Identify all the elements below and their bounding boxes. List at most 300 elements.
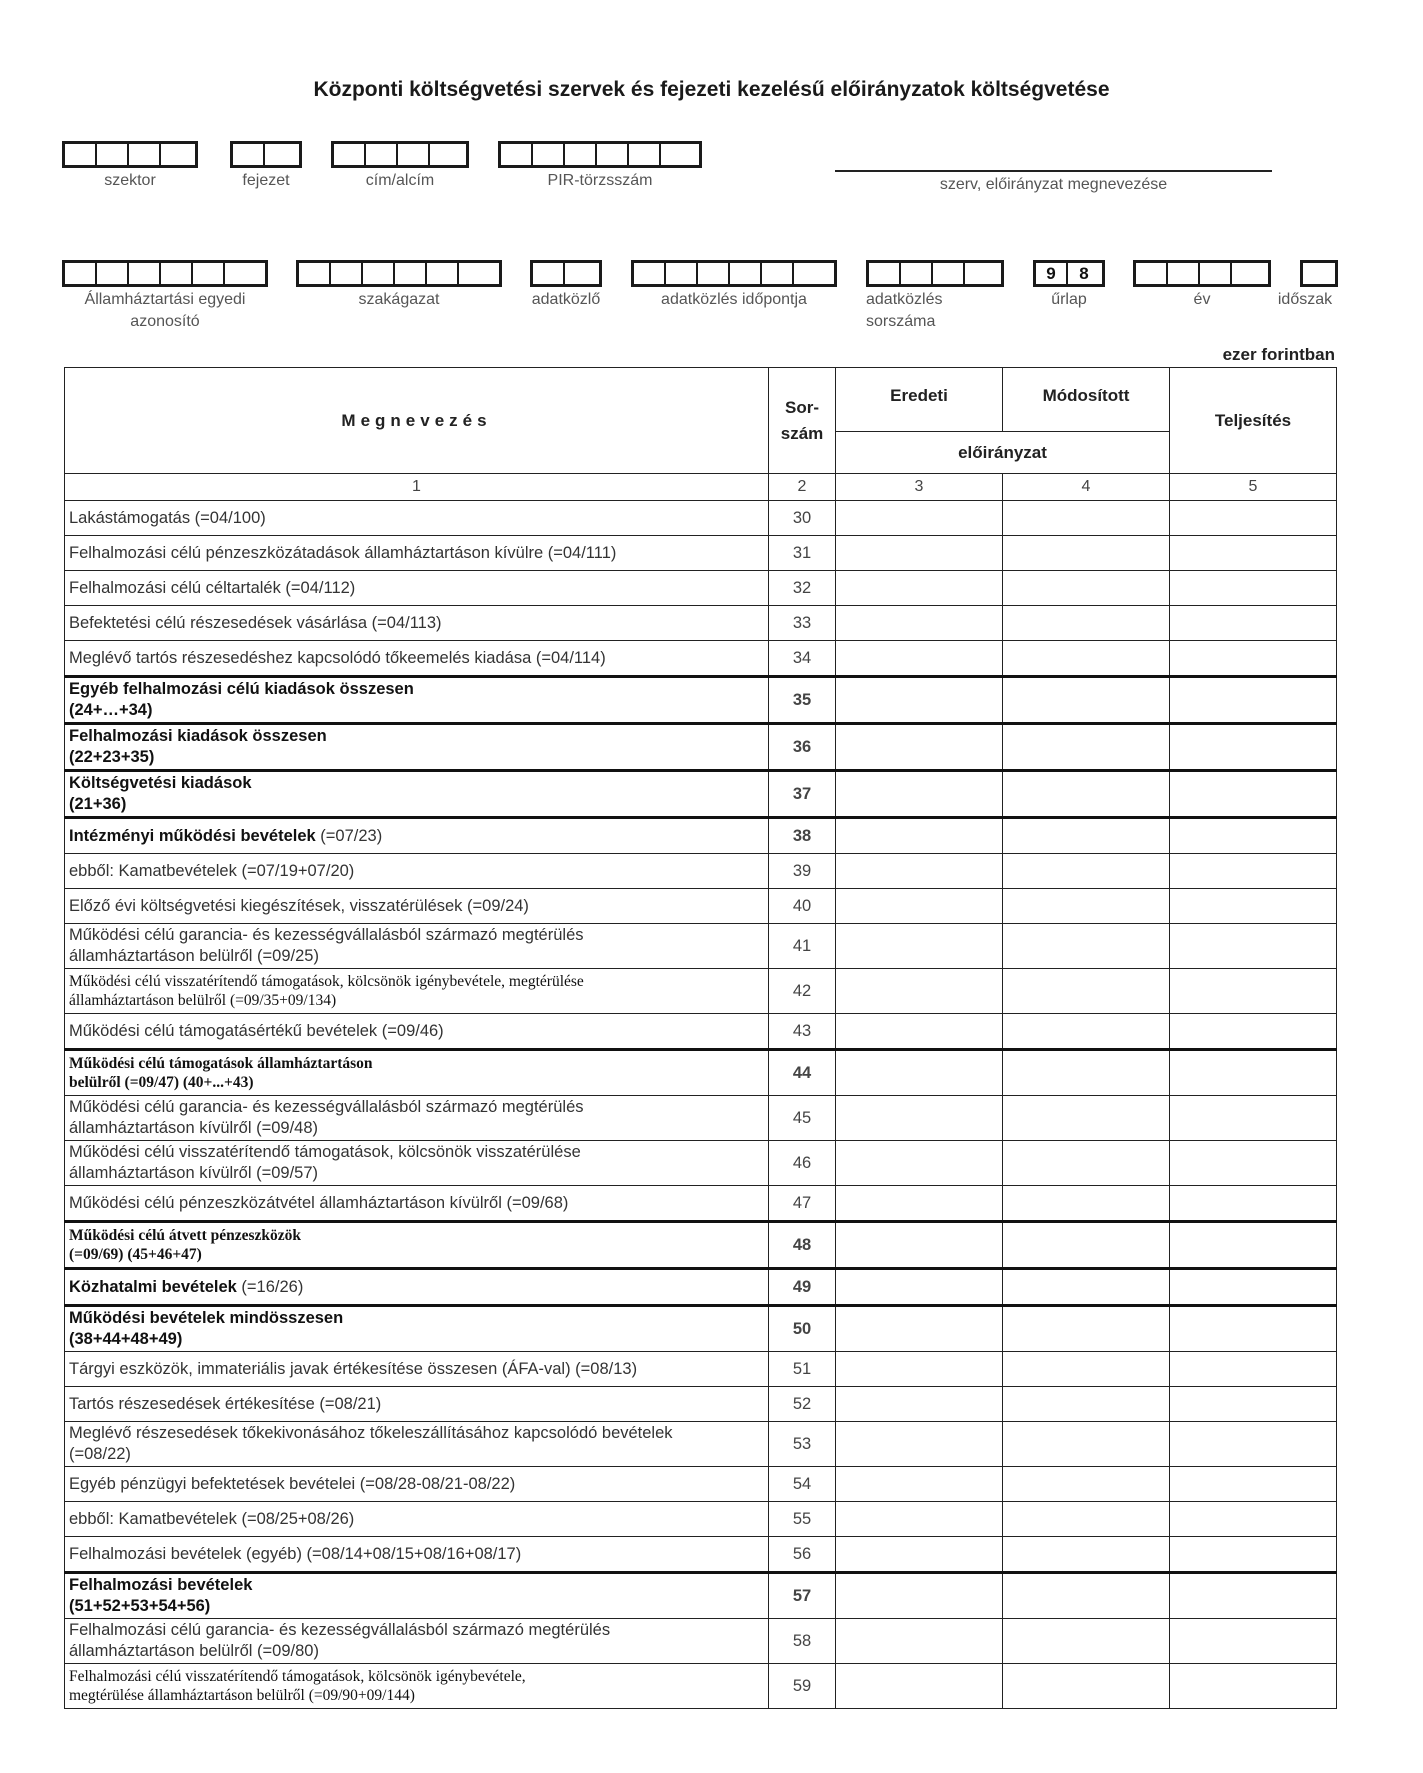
value-cell-eredeti[interactable] [836,1141,1003,1186]
value-cell-eredeti[interactable] [836,1537,1003,1573]
row-number: 50 [769,1306,836,1352]
table-row [65,1387,1337,1422]
header-teljesites: Teljesítés [1170,368,1337,474]
row-name-text-line2: államháztartáson belülről (=09/80) [69,1642,319,1660]
value-cell-modositott[interactable] [1003,1537,1170,1573]
value-cell-modositott[interactable] [1003,677,1170,724]
value-cell-eredeti[interactable] [836,1050,1003,1096]
row-number: 36 [769,724,836,771]
table-row [65,641,1337,677]
input-cell[interactable] [869,263,901,284]
input-cell[interactable] [427,263,459,284]
row-name [65,818,769,854]
input-cell[interactable] [533,263,565,284]
value-cell-teljesites[interactable] [1170,1306,1337,1352]
input-cell[interactable] [698,263,730,284]
value-cell-teljesites[interactable] [1170,1573,1337,1619]
value-cell-eredeti[interactable] [836,924,1003,969]
row-number: 52 [769,1387,836,1422]
value-cell-eredeti[interactable] [836,1467,1003,1502]
value-cell-teljesites[interactable] [1170,969,1337,1014]
table-row [65,1573,1337,1619]
value-cell-teljesites[interactable] [1170,1352,1337,1387]
value-cell-modositott[interactable] [1003,1352,1170,1387]
value-cell-teljesites[interactable] [1170,501,1337,536]
value-cell-teljesites[interactable] [1170,889,1337,924]
value-cell-modositott[interactable] [1003,536,1170,571]
input-cell[interactable] [265,144,297,165]
urlap-digit-2[interactable]: 8 [1079,263,1089,283]
value-cell-modositott[interactable] [1003,969,1170,1014]
row-name-text-line2: (=08/22) [69,1445,131,1463]
input-cell[interactable] [1200,263,1232,284]
row-name-text: Működési célú garancia- és kezességvállalásból származó megtérülés [69,1098,584,1116]
ev-boxes[interactable] [1133,260,1271,287]
value-cell-eredeti[interactable] [836,771,1003,818]
org-name-label: szerv, előirányzat megnevezése [939,176,1168,193]
row-name-text: Működési célú visszatérítendő támogatások, kölcsönök igénybevétele, megtérülése [69,973,584,990]
table-row [65,724,1337,771]
value-cell-eredeti[interactable] [836,1269,1003,1306]
field-adatkozles-sorszama[interactable] [866,260,1004,333]
row-name-text-line2: államháztartáson belülről (=09/35+09/134) [69,992,337,1009]
input-cell[interactable] [1303,263,1335,284]
row-number: 30 [769,501,836,536]
value-cell-teljesites[interactable] [1170,1619,1337,1664]
value-cell-eredeti[interactable] [836,536,1003,571]
field-adatkozles-idopontja[interactable] [631,260,837,311]
field-label: időszak [1277,291,1333,308]
row-name-text: Működési célú átvett pénzeszközök [69,1227,302,1244]
value-cell-modositott[interactable] [1003,771,1170,818]
row-number: 54 [769,1467,836,1502]
row-name [65,1014,769,1050]
row-number: 37 [769,771,836,818]
row-name-text: Előző évi költségvetési kiegészítések, visszatérülések (=09/24) [69,896,529,915]
value-cell-eredeti[interactable] [836,501,1003,536]
input-cell[interactable] [1168,263,1200,284]
row-number: 43 [769,1014,836,1050]
value-cell-eredeti[interactable] [836,641,1003,677]
value-cell-eredeti[interactable] [836,1096,1003,1141]
row-name [65,1096,769,1141]
value-cell-eredeti[interactable] [836,724,1003,771]
row-name-suffix: (=16/26) [236,1277,304,1296]
row-name-text: Lakástámogatás (=04/100) [69,508,266,527]
row-name [65,1352,769,1387]
input-cell[interactable] [334,144,366,165]
input-cell[interactable] [1232,263,1264,284]
table-row [65,606,1337,641]
fejezet-boxes[interactable] [230,141,302,168]
value-cell-teljesites[interactable] [1170,771,1337,818]
input-cell[interactable] [161,144,193,165]
input-cell[interactable] [762,263,794,284]
value-cell-eredeti[interactable] [836,606,1003,641]
value-cell-modositott[interactable] [1003,1467,1170,1502]
row-name-text-line2: (38+44+48+49) [69,1330,183,1348]
value-cell-eredeti[interactable] [836,1222,1003,1269]
column-number-row [65,474,1337,501]
row-number: 42 [769,969,836,1014]
value-cell-eredeti[interactable] [836,818,1003,854]
field-szakagazat[interactable] [296,260,502,311]
value-cell-modositott[interactable] [1003,924,1170,969]
row-number: 48 [769,1222,836,1269]
page-title: Központi költségvetési szervek és fejezeti kezelésű előirányzatok költségvetése [313,78,1110,101]
row-name-text: Egyéb felhalmozási célú kiadások összesen [69,680,414,698]
row-name [65,641,769,677]
row-name-text: Befektetési célú részesedések vásárlása (=04/113) [69,613,442,632]
value-cell-modositott[interactable] [1003,1502,1170,1537]
value-cell-modositott[interactable] [1003,818,1170,854]
input-cell[interactable] [661,144,693,165]
table-row [65,1664,1337,1709]
table-row [65,677,1337,724]
header-modositott: Módosított [1003,368,1170,432]
input-cell[interactable] [597,144,629,165]
table-row [65,1502,1337,1537]
table-row [65,1096,1337,1141]
input-cell[interactable] [634,263,666,284]
row-name-text-line2: államháztartáson kívülről (=09/57) [69,1164,318,1182]
value-cell-teljesites[interactable] [1170,536,1337,571]
value-cell-eredeti[interactable] [836,1352,1003,1387]
row-number: 47 [769,1186,836,1222]
row-name [65,1467,769,1502]
row-number: 55 [769,1502,836,1537]
table-row [65,854,1337,889]
input-cell[interactable] [501,144,533,165]
unit-label: ezer forintban [1222,345,1335,364]
row-name-text: Felhalmozási célú garancia- és kezességvállalásból származó megtérülés [69,1621,611,1639]
urlap-digit-1[interactable]: 9 [1036,263,1068,284]
field-label: fejezet [242,172,290,189]
row-name-text-line2: (22+23+35) [69,748,155,766]
row-number: 33 [769,606,836,641]
row-name [65,571,769,606]
table-row [65,1186,1337,1222]
value-cell-modositott[interactable] [1003,641,1170,677]
row-name [65,1306,769,1352]
row-name-text: Meglévő részesedések tőkekivonásához tőkeleszállításához kapcsolódó bevételek [69,1424,673,1442]
row-name-text: Felhalmozási célú pénzeszközátadások államháztartáson kívülre (=04/111) [69,543,617,562]
row-name-text-line2: (24+…+34) [69,701,153,719]
value-cell-teljesites[interactable] [1170,818,1337,854]
row-number: 31 [769,536,836,571]
input-cell[interactable] [193,263,225,284]
value-cell-modositott[interactable] [1003,1186,1170,1222]
row-name-text: Működési bevételek mindösszesen [69,1309,344,1327]
value-cell-teljesites[interactable] [1170,1422,1337,1467]
table-row [65,1014,1337,1050]
value-cell-modositott[interactable] [1003,1664,1170,1709]
input-cell[interactable] [730,263,762,284]
row-name-text-line2: államháztartáson kívülről (=09/48) [69,1119,318,1137]
field-label: cím/alcím [365,172,435,189]
row-name [65,854,769,889]
value-cell-modositott[interactable] [1003,1269,1170,1306]
input-cell[interactable] [65,263,97,284]
table-row [65,1050,1337,1096]
table-row [65,1269,1337,1306]
column-number: 4 [1003,474,1170,501]
row-name [65,677,769,724]
value-cell-teljesites[interactable] [1170,606,1337,641]
row-name-text: Működési célú garancia- és kezességvállalásból származó megtérülés [69,926,584,944]
row-name [65,501,769,536]
value-cell-eredeti[interactable] [836,677,1003,724]
cim-boxes[interactable] [331,141,469,168]
value-cell-eredeti[interactable] [836,571,1003,606]
row-name-text-line2: (21+36) [69,795,127,813]
value-cell-modositott[interactable] [1003,606,1170,641]
row-name [65,1222,769,1269]
szakagazat-boxes[interactable] [296,260,502,287]
value-cell-teljesites[interactable] [1170,571,1337,606]
table-row [65,818,1337,854]
idopont-boxes[interactable] [631,260,837,287]
input-cell[interactable] [65,144,97,165]
value-cell-eredeti[interactable] [836,1306,1003,1352]
row-name-text: ebből: Kamatbevételek (=08/25+08/26) [69,1509,355,1528]
value-cell-modositott[interactable] [1003,1422,1170,1467]
row-number: 45 [769,1096,836,1141]
row-name [65,1619,769,1664]
field-fejezet[interactable] [230,141,302,192]
row-name-text: Működési célú pénzeszközátvétel államháztartáson kívülről (=09/68) [69,1193,569,1212]
row-name [65,1422,769,1467]
input-cell[interactable] [965,263,997,284]
input-cell[interactable] [629,144,661,165]
input-cell[interactable] [97,144,129,165]
table-row [65,501,1337,536]
row-number: 56 [769,1537,836,1573]
input-cell[interactable] [1136,263,1168,284]
header-sorszam: Sor-szám [769,368,836,474]
row-name-suffix: (=07/23) [315,826,383,845]
row-number: 59 [769,1664,836,1709]
value-cell-teljesites[interactable] [1170,1141,1337,1186]
row-name [65,606,769,641]
row-name [65,1537,769,1573]
input-cell[interactable] [565,263,597,284]
table-row [65,1467,1337,1502]
org-name-line[interactable] [835,170,1272,172]
row-number: 53 [769,1422,836,1467]
input-cell[interactable] [398,144,430,165]
input-cell[interactable] [363,263,395,284]
input-cell[interactable] [794,263,826,284]
value-cell-modositott[interactable] [1003,571,1170,606]
input-cell[interactable] [331,263,363,284]
value-cell-modositott[interactable] [1003,1222,1170,1269]
value-cell-teljesites[interactable] [1170,1387,1337,1422]
field-label: űrlap [1051,291,1087,308]
input-cell[interactable] [299,263,331,284]
row-name [65,536,769,571]
value-cell-teljesites[interactable] [1170,1186,1337,1222]
row-name-text: Felhalmozási célú visszatérítendő támogatások, kölcsönök igénybevétele, [69,1668,526,1685]
value-cell-teljesites[interactable] [1170,1467,1337,1502]
row-name-text-line2: (=09/69) (45+46+47) [69,1246,202,1263]
value-cell-eredeti[interactable] [836,969,1003,1014]
value-cell-eredeti[interactable] [836,1502,1003,1537]
field-label: Államháztartási egyedi azonosító [84,291,246,330]
input-cell[interactable] [565,144,597,165]
input-cell[interactable] [129,263,161,284]
field-szektor[interactable] [62,141,198,192]
idoszak-boxes[interactable] [1300,260,1338,287]
value-cell-modositott[interactable] [1003,1141,1170,1186]
input-cell[interactable] [459,263,491,284]
table-row [65,889,1337,924]
field-label: PIR-törzsszám [547,172,653,189]
table-row [65,1422,1337,1467]
table-row [65,1141,1337,1186]
row-name-text: Felhalmozási bevételek [69,1576,253,1594]
row-name [65,1387,769,1422]
row-name [65,1502,769,1537]
header-eloiranyzat: előirányzat [836,432,1170,474]
value-cell-teljesites[interactable] [1170,1222,1337,1269]
value-cell-teljesites[interactable] [1170,1537,1337,1573]
table-row [65,969,1337,1014]
table-row [65,571,1337,606]
field-aht-azonosito[interactable] [62,260,268,333]
input-cell[interactable] [395,263,427,284]
field-label: szektor [104,172,156,189]
table-row [65,1352,1337,1387]
value-cell-eredeti[interactable] [836,1186,1003,1222]
row-name-text: Tartós részesedések értékesítése (=08/21) [69,1394,382,1413]
input-cell[interactable] [666,263,698,284]
input-cell[interactable] [366,144,398,165]
value-cell-eredeti[interactable] [836,1619,1003,1664]
value-cell-teljesites[interactable] [1170,724,1337,771]
sorszama-boxes[interactable] [866,260,1004,287]
value-cell-modositott[interactable] [1003,501,1170,536]
header-eredeti: Eredeti [836,368,1003,432]
value-cell-teljesites[interactable] [1170,641,1337,677]
input-cell[interactable] [225,263,257,284]
pir-boxes[interactable] [498,141,702,168]
value-cell-modositott[interactable] [1003,1573,1170,1619]
field-urlap[interactable] [1033,260,1105,311]
table-row [65,1537,1337,1573]
row-number: 39 [769,854,836,889]
value-cell-eredeti[interactable] [836,854,1003,889]
row-name [65,924,769,969]
value-cell-teljesites[interactable] [1170,1050,1337,1096]
row-name [65,724,769,771]
input-cell[interactable] [933,263,965,284]
row-number: 57 [769,1573,836,1619]
row-number: 49 [769,1269,836,1306]
row-name-text: Felhalmozási bevételek (egyéb) (=08/14+08/15+08/16+08/17) [69,1544,522,1563]
value-cell-modositott[interactable] [1003,1096,1170,1141]
value-cell-modositott[interactable] [1003,1014,1170,1050]
value-cell-eredeti[interactable] [836,1014,1003,1050]
row-name-text-line2: belülről (=09/47) (40+...+43) [69,1074,254,1091]
row-number: 35 [769,677,836,724]
value-cell-modositott[interactable] [1003,1050,1170,1096]
value-cell-modositott[interactable] [1003,724,1170,771]
row-name-text: Meglévő tartós részesedéshez kapcsolódó tőkeemelés kiadása (=04/114) [69,648,606,667]
input-cell[interactable] [161,263,193,284]
value-cell-eredeti[interactable] [836,889,1003,924]
row-name-text-line2: megtérülése államháztartáson belülről (=09/90+09/144) [69,1687,415,1704]
field-pir[interactable] [498,141,702,192]
urlap-boxes[interactable] [1033,260,1105,287]
value-cell-teljesites[interactable] [1170,1502,1337,1537]
row-name-text: Intézményi működési bevételek [69,826,316,845]
row-number: 51 [769,1352,836,1387]
input-cell[interactable] [901,263,933,284]
value-cell-modositott[interactable] [1003,1306,1170,1352]
header-megnevezes: Megnevezés [65,368,769,474]
value-cell-modositott[interactable] [1003,889,1170,924]
value-cell-teljesites[interactable] [1170,1269,1337,1306]
aht-boxes[interactable] [62,260,268,287]
row-name-text-line2: államháztartáson belülről (=09/25) [69,947,319,965]
input-cell[interactable] [129,144,161,165]
field-cim-alcim[interactable] [331,141,469,192]
input-cell[interactable] [533,144,565,165]
field-label: szakágazat [358,291,440,308]
value-cell-modositott[interactable] [1003,1387,1170,1422]
row-name-text: Egyéb pénzügyi befektetések bevételei (=08/28-08/21-08/22) [69,1474,516,1493]
row-name [65,1269,769,1306]
field-label: év [1193,291,1211,308]
row-number: 32 [769,571,836,606]
value-cell-teljesites[interactable] [1170,677,1337,724]
value-cell-teljesites[interactable] [1170,854,1337,889]
input-cell[interactable] [97,263,129,284]
row-name [65,1186,769,1222]
field-ev[interactable] [1133,260,1271,311]
value-cell-eredeti[interactable] [836,1422,1003,1467]
value-cell-modositott[interactable] [1003,854,1170,889]
szektor-boxes[interactable] [62,141,198,168]
field-adatkozlo[interactable] [530,260,602,311]
input-cell[interactable] [233,144,265,165]
value-cell-teljesites[interactable] [1170,1664,1337,1709]
value-cell-eredeti[interactable] [836,1664,1003,1709]
adatkozlo-boxes[interactable] [530,260,602,287]
value-cell-teljesites[interactable] [1170,924,1337,969]
field-label: adatközlés időpontja [661,291,807,308]
row-number: 34 [769,641,836,677]
field-idoszak[interactable] [1277,260,1338,311]
value-cell-eredeti[interactable] [836,1387,1003,1422]
table-row [65,924,1337,969]
table-row [65,1222,1337,1269]
row-number: 40 [769,889,836,924]
value-cell-teljesites[interactable] [1170,1096,1337,1141]
table-row [65,771,1337,818]
value-cell-modositott[interactable] [1003,1619,1170,1664]
input-cell[interactable] [430,144,462,165]
row-name [65,969,769,1014]
value-cell-eredeti[interactable] [836,1573,1003,1619]
row-name [65,1050,769,1096]
column-number: 3 [836,474,1003,501]
value-cell-teljesites[interactable] [1170,1014,1337,1050]
field-label: adatközlés sorszáma [866,291,943,330]
column-number: 2 [769,474,836,501]
row-name-text: Közhatalmi bevételek [69,1277,237,1296]
